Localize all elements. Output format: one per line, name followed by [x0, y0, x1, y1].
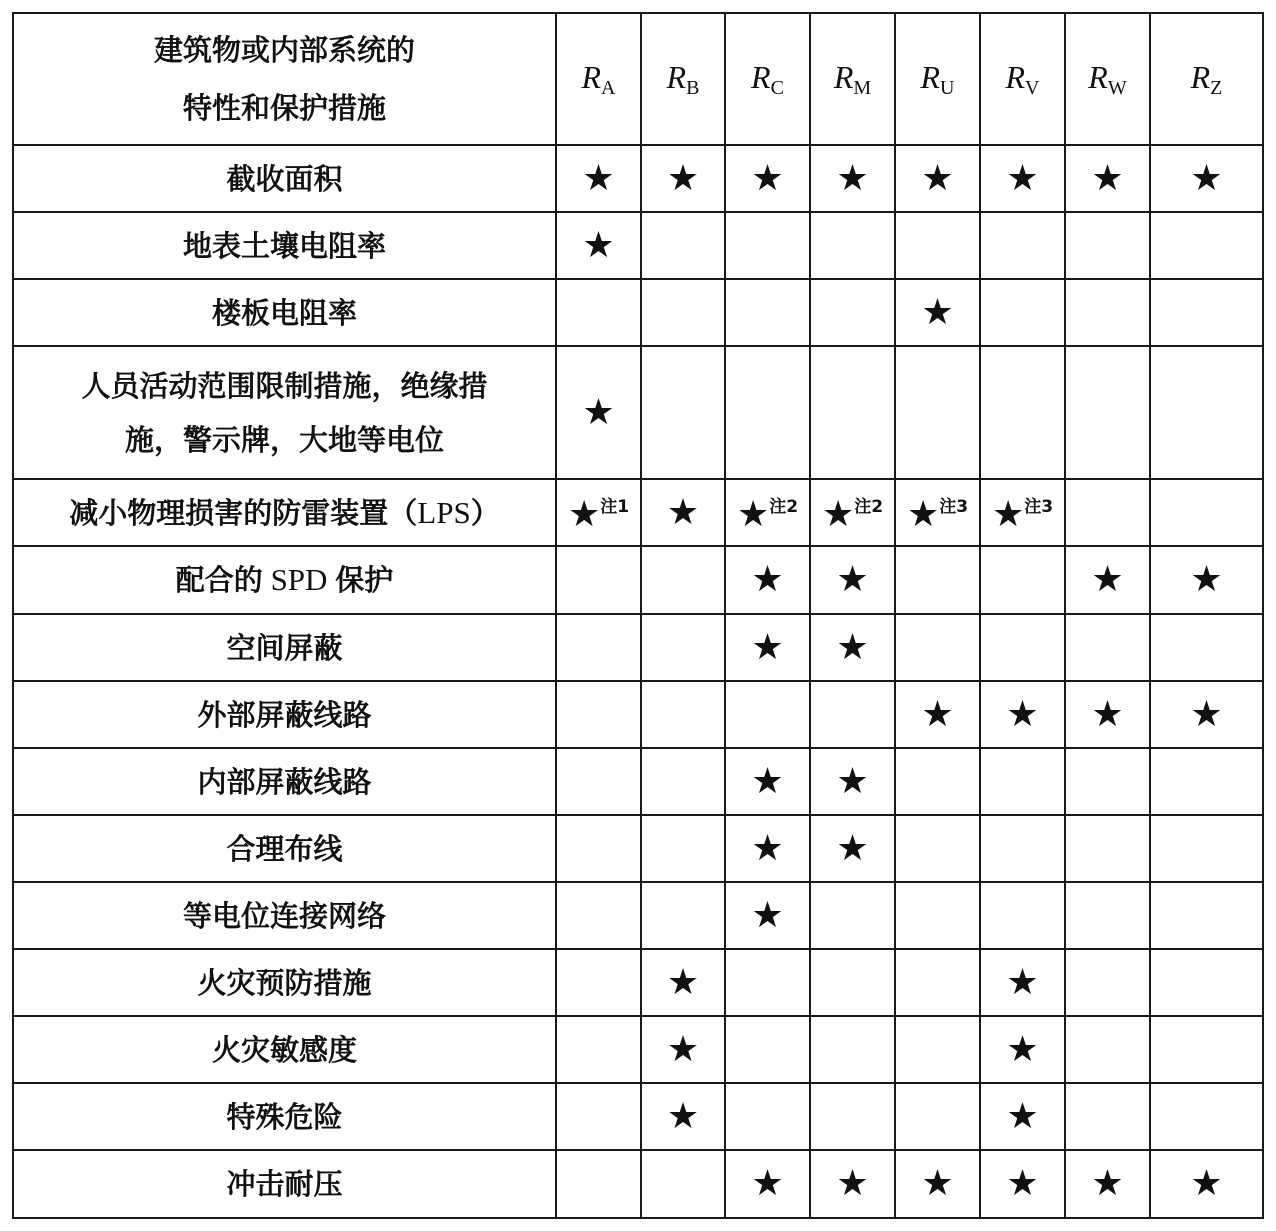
table-row: [13, 815, 1263, 882]
row-label-text: [14, 889, 555, 943]
row-label: [13, 614, 556, 681]
matrix-cell: [1150, 1016, 1263, 1083]
header-col-rb-letter: R: [666, 58, 687, 95]
row-label-main: 截收面积: [226, 161, 343, 196]
matrix-cell: [556, 815, 641, 882]
matrix-cell: [556, 748, 641, 815]
header-col-ru-sub: U: [940, 76, 955, 99]
matrix-cell: [895, 145, 980, 212]
matrix-cell: [725, 279, 810, 346]
star-icon: ★: [1091, 157, 1124, 199]
matrix-cell: [980, 1150, 1065, 1218]
header-col-rz-letter: R: [1190, 58, 1211, 95]
star-icon: ★: [836, 626, 869, 668]
header-col-rw-letter: R: [1088, 58, 1108, 95]
row-label-end: ）: [470, 495, 500, 530]
row-label-main: 空间屏蔽: [226, 630, 343, 665]
matrix-cell: [641, 681, 725, 748]
table-row: [13, 748, 1263, 815]
header-col-rb-sub: B: [686, 76, 700, 99]
matrix-cell: [895, 882, 980, 949]
matrix-cell: [1150, 479, 1263, 546]
row-label: [13, 748, 556, 815]
header-col-rb: [641, 13, 725, 145]
table-row: [13, 681, 1263, 748]
matrix-cell: [1065, 279, 1150, 346]
row-label-main: 合理布线: [226, 831, 343, 866]
header-col-rz-sub: Z: [1210, 76, 1223, 99]
matrix-cell: [556, 479, 641, 546]
matrix-cell: [895, 614, 980, 681]
header-col-rw-sub: W: [1107, 76, 1127, 99]
header-col-rc: [725, 13, 810, 145]
matrix-cell: [725, 212, 810, 279]
matrix-cell: [1150, 212, 1263, 279]
matrix-cell: [1065, 212, 1150, 279]
footnote-ref: 注2: [854, 497, 884, 517]
matrix-cell: [980, 346, 1065, 479]
matrix-cell: [641, 1016, 725, 1083]
matrix-cell: [980, 479, 1065, 546]
row-label: [13, 681, 556, 748]
matrix-cell: [810, 614, 895, 681]
header-col-ra-letter: R: [581, 58, 602, 95]
matrix-cell: [1065, 546, 1150, 614]
matrix-cell: [556, 681, 641, 748]
matrix-cell: [1065, 1083, 1150, 1150]
matrix-cell: [980, 614, 1065, 681]
row-label-text: [14, 219, 555, 273]
matrix-cell: [1065, 681, 1150, 748]
matrix-cell: [980, 145, 1065, 212]
matrix-cell: [725, 949, 810, 1016]
matrix-cell: [810, 1016, 895, 1083]
header-col-rm: [810, 13, 895, 145]
footnote-ref: 注3: [939, 497, 969, 517]
footnote-ref: 注1: [600, 497, 630, 517]
matrix-cell: [641, 748, 725, 815]
row-label: [13, 212, 556, 279]
matrix-cell: [895, 1150, 980, 1218]
protection-measures-table: [12, 12, 1264, 1219]
row-label-latin: LPS: [417, 494, 471, 530]
matrix-cell: [980, 681, 1065, 748]
row-label-text: [14, 621, 555, 675]
row-label-text: [14, 688, 555, 742]
star-icon: ★: [836, 827, 869, 869]
row-label: [13, 882, 556, 949]
row-label: [13, 1016, 556, 1083]
star-icon: ★: [666, 1028, 700, 1070]
matrix-cell: [641, 479, 725, 546]
matrix-cell: [556, 346, 641, 479]
matrix-cell: [895, 212, 980, 279]
matrix-cell: [895, 1016, 980, 1083]
star-icon: ★: [1190, 1163, 1223, 1204]
header-label-line2: 特性和保护措施: [182, 91, 386, 125]
matrix-cell: [556, 279, 641, 346]
row-label: [13, 479, 556, 546]
matrix-cell: [980, 748, 1065, 815]
star-icon: ★: [906, 494, 940, 535]
star-icon: ★: [567, 494, 601, 535]
matrix-cell: [1065, 882, 1150, 949]
matrix-cell: [556, 882, 641, 949]
star-icon: ★: [1091, 693, 1124, 735]
matrix-cell: [725, 1016, 810, 1083]
header-row: [13, 13, 1263, 145]
star-icon: ★: [836, 559, 869, 600]
matrix-cell: [641, 346, 725, 479]
header-col-ru: [895, 13, 980, 145]
matrix-cell: [725, 1150, 810, 1218]
matrix-cell: [1150, 748, 1263, 815]
matrix-cell: [1065, 479, 1150, 546]
matrix-cell: [810, 1150, 895, 1218]
matrix-cell: [1150, 346, 1263, 479]
matrix-cell: [641, 212, 725, 279]
star-icon: ★: [1091, 559, 1124, 600]
row-label-latin: SPD: [262, 562, 336, 597]
matrix-cell: [980, 882, 1065, 949]
header-col-rc-sub: C: [770, 76, 784, 99]
matrix-cell: [895, 479, 980, 546]
matrix-cell: [556, 546, 641, 614]
matrix-cell: [980, 1083, 1065, 1150]
header-col-rv-letter: R: [1005, 58, 1026, 95]
matrix-cell: [1150, 681, 1263, 748]
matrix-cell: [1150, 614, 1263, 681]
row-label: [13, 279, 556, 346]
matrix-cell: [725, 1083, 810, 1150]
matrix-cell: [810, 1083, 895, 1150]
star-icon: ★: [666, 157, 700, 199]
matrix-cell: [1150, 1083, 1263, 1150]
matrix-cell: [810, 145, 895, 212]
matrix-cell: [641, 1083, 725, 1150]
row-label-text: [14, 1023, 555, 1077]
footnote-ref: 注2: [769, 497, 799, 517]
star-icon: ★: [836, 1163, 869, 1204]
matrix-cell: [810, 346, 895, 479]
table-row: [13, 1083, 1263, 1150]
star-icon: ★: [582, 157, 615, 199]
matrix-cell: [980, 212, 1065, 279]
matrix-cell: [641, 949, 725, 1016]
header-col-ra-sub: A: [601, 76, 616, 99]
matrix-cell: [556, 145, 641, 212]
star-icon: ★: [1190, 559, 1223, 600]
matrix-cell: [1150, 882, 1263, 949]
matrix-cell: [810, 279, 895, 346]
header-col-rc-letter: R: [751, 58, 771, 95]
matrix-cell: [725, 614, 810, 681]
row-label-main: 火灾预防措施: [197, 965, 372, 1000]
matrix-cell: [895, 1083, 980, 1150]
matrix-cell: [556, 1150, 641, 1218]
star-icon: ★: [1006, 1163, 1039, 1204]
star-icon: ★: [666, 1095, 700, 1137]
star-icon: ★: [1091, 1163, 1124, 1204]
row-label: [13, 546, 556, 614]
matrix-cell: [810, 882, 895, 949]
matrix-cell: [641, 145, 725, 212]
header-col-rw: [1065, 13, 1150, 145]
matrix-cell: [556, 1083, 641, 1150]
star-icon: ★: [582, 224, 615, 266]
matrix-cell: [641, 815, 725, 882]
row-label-main: 特殊危险: [226, 1099, 343, 1134]
matrix-cell: [1065, 949, 1150, 1016]
table-row: [13, 614, 1263, 681]
matrix-cell: [725, 748, 810, 815]
table-row: [13, 212, 1263, 279]
header-col-rm-letter: R: [833, 58, 854, 95]
star-icon: ★: [821, 494, 855, 535]
row-label-text: [14, 822, 555, 876]
table-row: [13, 1150, 1263, 1218]
footnote-ref: 注3: [1024, 497, 1054, 517]
header-col-rv: [980, 13, 1065, 145]
matrix-cell: [895, 346, 980, 479]
matrix-cell: [810, 949, 895, 1016]
header-label-line1: 建筑物或内部系统的: [153, 33, 415, 67]
row-label: [13, 949, 556, 1016]
header-col-rm-sub: M: [853, 76, 872, 99]
row-label-main: 配合的: [175, 563, 263, 597]
matrix-cell: [1065, 1016, 1150, 1083]
matrix-cell: [1150, 815, 1263, 882]
star-icon: ★: [921, 291, 954, 333]
row-label-label-line1: 人员活动范围限制措施，绝缘措: [81, 368, 488, 403]
matrix-cell: [810, 681, 895, 748]
row-label-text: [14, 553, 555, 607]
matrix-cell: [725, 346, 810, 479]
table-row: [13, 145, 1263, 212]
row-label-main: 楼板电阻率: [211, 295, 357, 330]
table-row: [13, 949, 1263, 1016]
matrix-cell: [641, 279, 725, 346]
row-label-main: 冲击耐压: [226, 1167, 343, 1201]
row-label-text: [14, 486, 555, 540]
matrix-cell: [725, 882, 810, 949]
row-label-text: [14, 286, 555, 340]
table-row: [13, 279, 1263, 346]
matrix-cell: [980, 1016, 1065, 1083]
matrix-cell: [810, 479, 895, 546]
matrix-cell: [641, 882, 725, 949]
star-icon: ★: [836, 760, 869, 802]
star-icon: ★: [751, 559, 784, 600]
star-icon: ★: [1006, 1028, 1039, 1070]
header-label-cell: [13, 13, 556, 145]
matrix-cell: [895, 681, 980, 748]
matrix-cell: [1150, 949, 1263, 1016]
matrix-cell: [1150, 546, 1263, 614]
table-row: [13, 882, 1263, 949]
star-icon: ★: [1006, 693, 1039, 735]
star-icon: ★: [836, 157, 869, 199]
matrix-cell: [810, 546, 895, 614]
row-label-text: [14, 1090, 555, 1144]
table-row: [13, 1016, 1263, 1083]
header-col-rv-sub: V: [1025, 76, 1040, 99]
row-label-label-line2: 施，警示牌，大地等电位: [124, 422, 444, 457]
matrix-cell: [725, 681, 810, 748]
matrix-cell: [980, 279, 1065, 346]
table-body: [13, 145, 1263, 1218]
matrix-cell: [725, 815, 810, 882]
row-label-main: 等电位连接网络: [182, 898, 386, 933]
row-label-main: 减小物理损害的防雷装置（: [69, 495, 418, 530]
matrix-cell: [1150, 279, 1263, 346]
matrix-cell: [1065, 815, 1150, 882]
star-icon: ★: [751, 157, 784, 199]
row-label: [13, 1150, 556, 1218]
row-label-text: [14, 152, 555, 206]
matrix-cell: [641, 614, 725, 681]
matrix-cell: [725, 145, 810, 212]
row-label: [13, 145, 556, 212]
star-icon: ★: [1006, 157, 1039, 199]
star-icon: ★: [1190, 693, 1223, 735]
star-icon: ★: [751, 827, 784, 869]
matrix-cell: [556, 212, 641, 279]
matrix-cell: [1065, 1150, 1150, 1218]
matrix-cell: [980, 949, 1065, 1016]
row-label: [13, 1083, 556, 1150]
star-icon: ★: [751, 894, 784, 936]
matrix-cell: [895, 279, 980, 346]
matrix-cell: [725, 479, 810, 546]
row-label: [13, 815, 556, 882]
matrix-cell: [895, 949, 980, 1016]
row-label-text: [14, 1157, 555, 1211]
star-icon: ★: [751, 1163, 784, 1204]
header-col-ru-letter: R: [920, 58, 941, 95]
matrix-cell: [810, 815, 895, 882]
star-icon: ★: [991, 494, 1025, 535]
table-container: [12, 12, 1262, 1219]
star-icon: ★: [921, 1163, 954, 1204]
header-col-rz: [1150, 13, 1263, 145]
star-icon: ★: [1190, 157, 1223, 199]
star-icon: ★: [921, 157, 954, 199]
star-icon: ★: [1006, 1095, 1039, 1137]
row-label-end: 保护: [335, 563, 394, 597]
row-label-main: 内部屏蔽线路: [197, 764, 372, 799]
matrix-cell: [1065, 346, 1150, 479]
matrix-cell: [556, 1016, 641, 1083]
star-icon: ★: [666, 961, 700, 1003]
matrix-cell: [895, 748, 980, 815]
star-icon: ★: [736, 494, 770, 535]
row-label-text: [14, 956, 555, 1010]
matrix-cell: [1065, 748, 1150, 815]
matrix-cell: [725, 546, 810, 614]
star-icon: ★: [751, 760, 784, 802]
matrix-cell: [810, 748, 895, 815]
matrix-cell: [980, 815, 1065, 882]
matrix-cell: [1150, 1150, 1263, 1218]
matrix-cell: [980, 546, 1065, 614]
matrix-cell: [641, 1150, 725, 1218]
matrix-cell: [895, 815, 980, 882]
header-col-ra: [556, 13, 641, 145]
star-icon: ★: [666, 491, 700, 533]
star-icon: ★: [751, 626, 784, 668]
star-icon: ★: [1006, 961, 1039, 1003]
matrix-cell: [1150, 145, 1263, 212]
matrix-cell: [1065, 614, 1150, 681]
matrix-cell: [641, 546, 725, 614]
matrix-cell: [556, 614, 641, 681]
star-icon: ★: [921, 693, 954, 735]
matrix-cell: [895, 546, 980, 614]
star-icon: ★: [582, 391, 615, 433]
matrix-cell: [810, 212, 895, 279]
table-row: [13, 546, 1263, 614]
row-label-main: 外部屏蔽线路: [197, 697, 372, 732]
table-row: [13, 479, 1263, 546]
table-row: [13, 346, 1263, 479]
row-label-text: [14, 755, 555, 809]
row-label-main: 火灾敏感度: [211, 1032, 357, 1067]
row-label-main: 地表土壤电阻率: [182, 228, 386, 263]
matrix-cell: [1065, 145, 1150, 212]
matrix-cell: [556, 949, 641, 1016]
row-label: [13, 346, 556, 479]
